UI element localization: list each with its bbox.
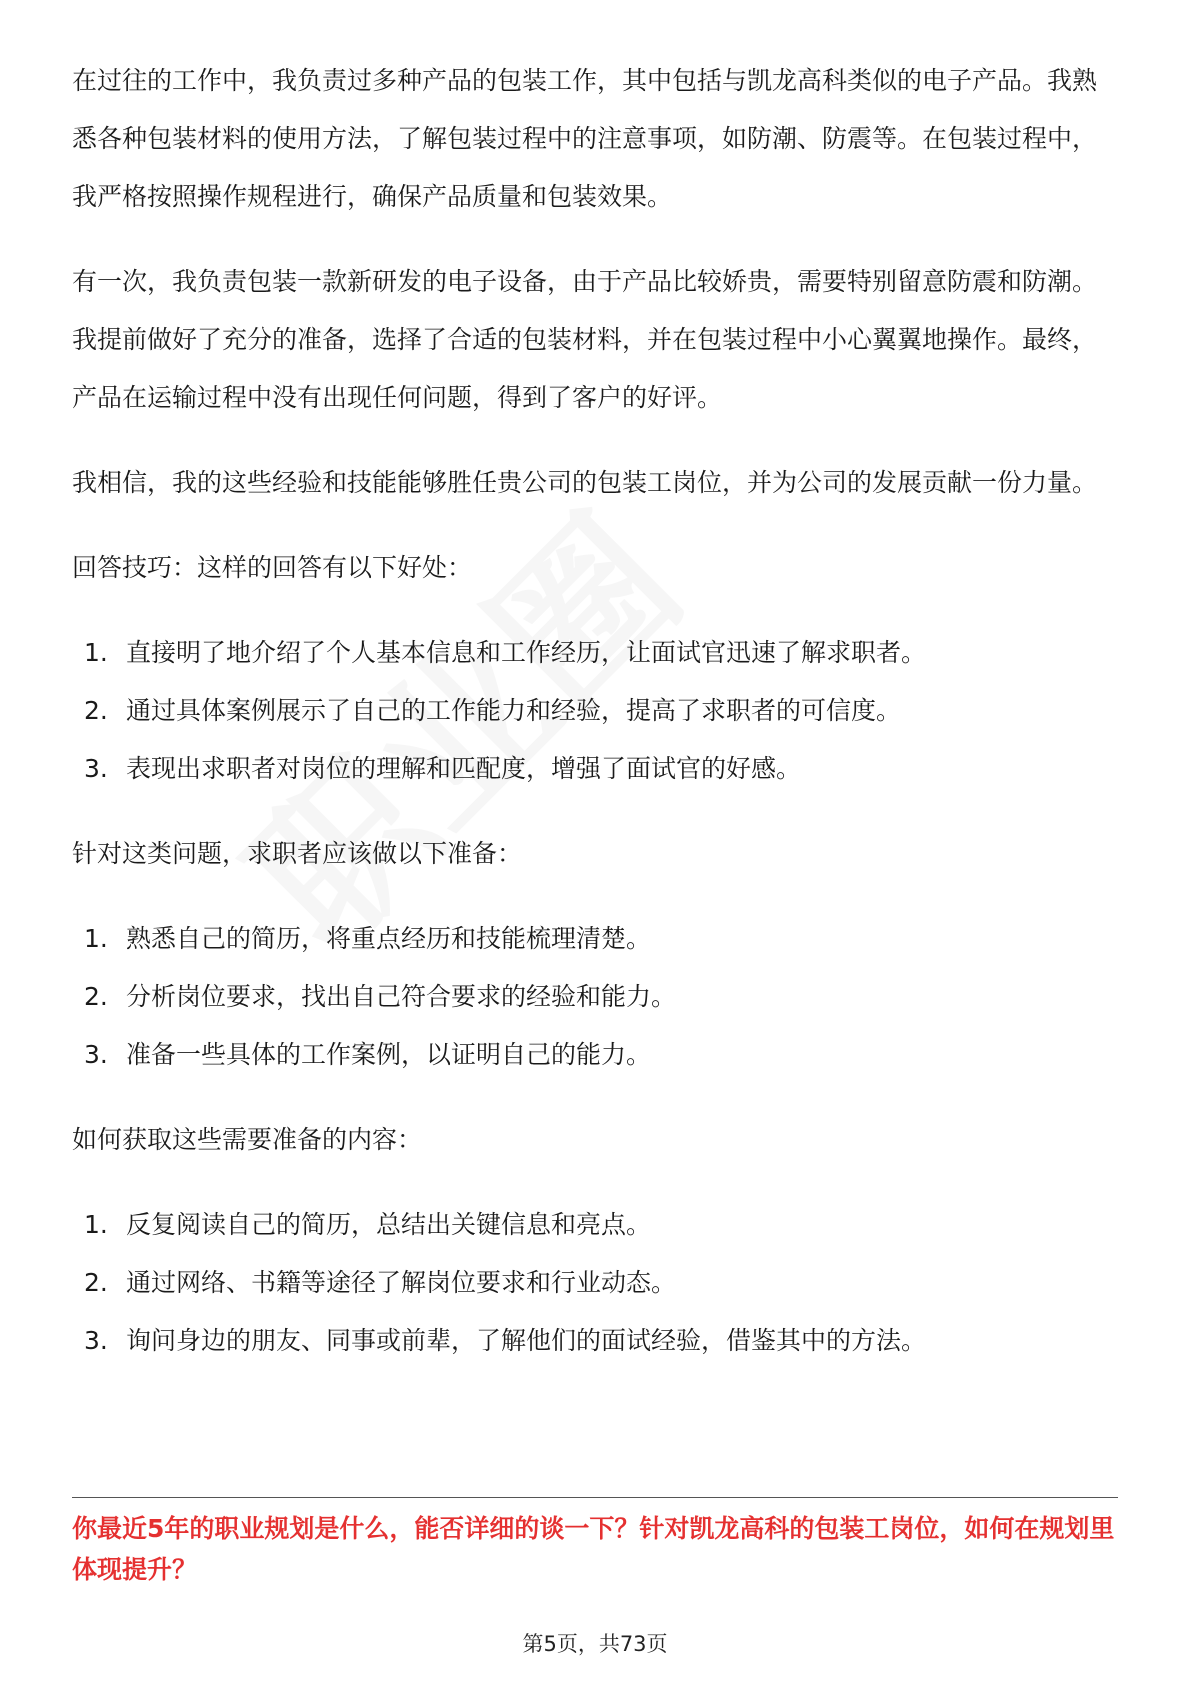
list-item: 1. 反复阅读自己的简历，总结出关键信息和亮点。 [84, 1210, 652, 1239]
list-item: 3. 准备一些具体的工作案例，以证明自己的能力。 [84, 1040, 652, 1069]
list-item: 1. 熟悉自己的简历，将重点经历和技能梳理清楚。 [84, 924, 652, 953]
tips-list [72, 624, 1118, 798]
page-number: 第5页，共73页 [522, 1632, 668, 1656]
paragraph-1: 在过往的工作中，我负责过多种产品的包装工作，其中包括与凯龙高科类似的电子产品。我熟悉各种包装材料的使用方法，了解包装过程中的注意事项，如防潮、防震等。在包装过程中，我严格按照操作规程进行，确保产品质量和包装效果。 [72, 66, 1098, 211]
list-item: 2. 通过具体案例展示了自己的工作能力和经验，提高了求职者的可信度。 [84, 696, 902, 725]
prep-heading: 针对这类问题，求职者应该做以下准备： [72, 839, 523, 868]
list-item: 3. 表现出求职者对岗位的理解和匹配度，增强了面试官的好感。 [84, 754, 802, 783]
obtain-list [72, 1196, 1118, 1370]
next-question-heading: 你最近5年的职业规划是什么，能否详细的谈一下？针对凯龙高科的包装工岗位，如何在规划里体现提升？ [72, 1514, 1115, 1584]
list-item: 3. 询问身边的朋友、同事或前辈，了解他们的面试经验，借鉴其中的方法。 [84, 1326, 927, 1355]
document-body [72, 52, 1118, 1397]
paragraph-3: 我相信，我的这些经验和技能能够胜任贵公司的包装工岗位，并为公司的发展贡献一份力量。 [72, 468, 1098, 497]
list-item: 2. 分析岗位要求，找出自己符合要求的经验和能力。 [84, 982, 677, 1011]
tips-heading: 回答技巧：这样的回答有以下好处： [72, 553, 473, 582]
obtain-heading: 如何获取这些需要准备的内容： [72, 1125, 423, 1154]
prep-list [72, 910, 1118, 1084]
list-item: 1. 直接明了地介绍了个人基本信息和工作经历，让面试官迅速了解求职者。 [84, 638, 927, 667]
divider [72, 1497, 1118, 1498]
paragraph-2: 有一次，我负责包装一款新研发的电子设备，由于产品比较娇贵，需要特别留意防震和防潮。我提前做好了充分的准备，选择了合适的包装材料，并在包装过程中小心翼翼地操作。最终，产品在运输过程中没有出现任何问题，得到了客户的好评。 [72, 267, 1098, 412]
list-item: 2. 通过网络、书籍等途径了解岗位要求和行业动态。 [84, 1268, 677, 1297]
